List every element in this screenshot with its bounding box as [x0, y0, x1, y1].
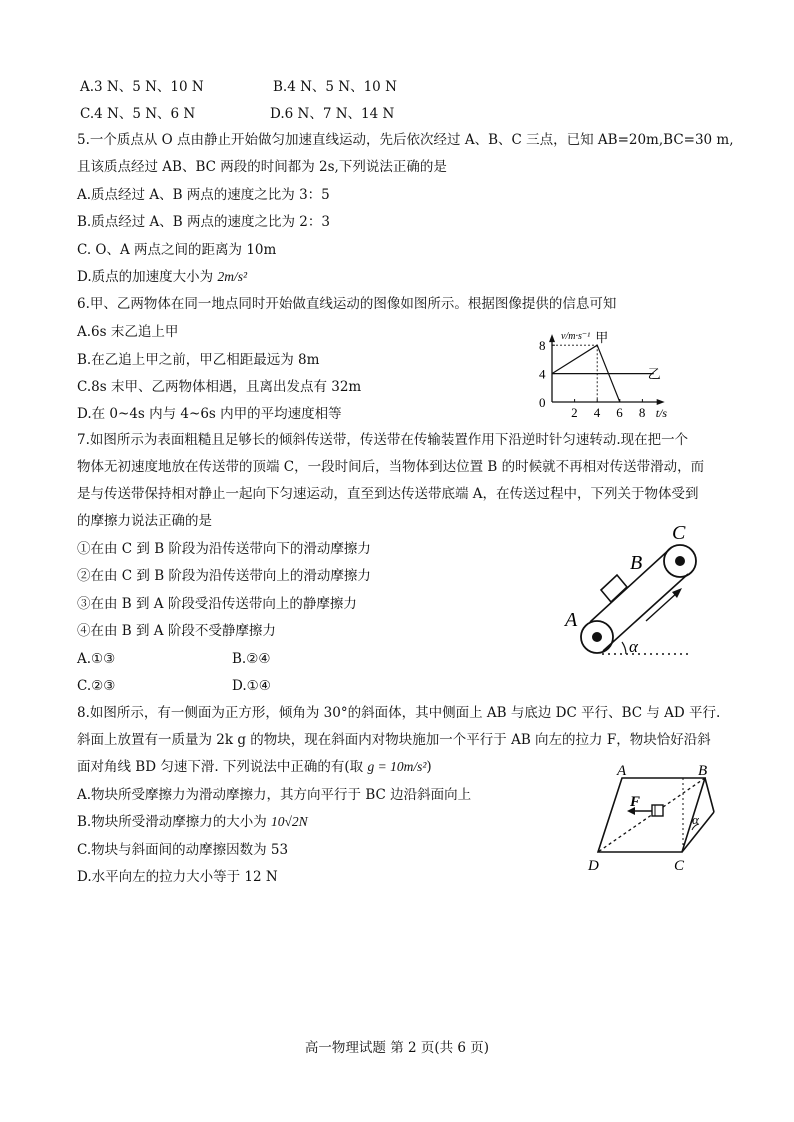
q8-stem-line3-end: )	[426, 759, 432, 775]
label-b: B	[630, 552, 643, 574]
label-alpha: α	[629, 637, 638, 656]
q6-option-d: D.在 0~4s 内与 4~6s 内甲的平均速度相等	[77, 406, 342, 422]
q5-option-c: C. O、A 两点之间的距离为 10m	[77, 242, 277, 258]
conveyor-belt-figure	[560, 518, 700, 666]
q5-option-a: A.质点经过 A、B 两点的速度之比为 3：5	[77, 187, 330, 203]
q8-option-b-value: 10√2N	[271, 814, 308, 829]
series-jia-label: 甲	[595, 330, 609, 346]
q8-option-b-text: B.物块所受滑动摩擦力的大小为	[77, 814, 272, 830]
q8-gravity-value: g = 10m/s²	[367, 759, 427, 774]
x-tick-label: 6	[616, 405, 623, 420]
q8-stem-line1: 8.如图所示，有一侧面为正方形，倾角为 30°的斜面体，其中侧面上 AB 与底边 DC 平行、BC 与 AD 平行.	[77, 705, 721, 721]
q4-option-a: A.3 N、5 N、10 N	[80, 79, 204, 95]
q7-stem-line1: 7.如图所示为表面粗糙且足够长的倾斜传送带，传送带在传输装置作用下沿逆时针匀速转动.现在把一个	[77, 432, 689, 448]
q5-option-d	[77, 267, 247, 287]
q6-stem: 6.甲、乙两物体在同一地点同时开始做直线运动的图像如图所示。根据图像提供的信息可知	[77, 296, 617, 312]
q8-option-c: C.物块与斜面间的动摩擦因数为 53	[77, 842, 289, 858]
q8-stem-line2: 斜面上放置有一质量为 2k g 的物块，现在斜面内对物块施加一个平行于 AB 向左的拉力 F，物块恰好沿斜	[77, 732, 711, 748]
vt-graph	[530, 312, 710, 420]
q7-option-d: D.①④	[232, 678, 271, 694]
q7-statement-2: ②在由 C 到 B 阶段为沿传送带向上的滑动摩擦力	[77, 568, 371, 584]
y-axis-arrow	[549, 334, 555, 342]
q7-statement-3: ③在由 B 到 A 阶段受沿传送带向上的静摩擦力	[77, 596, 357, 612]
label-c: C	[672, 522, 686, 544]
q5-option-d-value: 2m/s²	[217, 269, 247, 284]
label-a: A	[565, 609, 578, 631]
label-d: D	[588, 858, 599, 874]
q8-option-b	[77, 812, 308, 832]
q7-statement-1: ①在由 C 到 B 阶段为沿传送带向下的滑动摩擦力	[77, 541, 371, 557]
x-tick-label: 2	[571, 405, 578, 420]
q7-statement-4: ④在由 B 到 A 阶段不受静摩擦力	[77, 623, 276, 639]
q6-option-c: C.8s 末甲、乙两物体相遇，且离出发点有 32m	[77, 379, 362, 395]
q4-option-b: B.4 N、5 N、10 N	[273, 79, 397, 95]
series-yi-label: 乙	[647, 366, 661, 382]
x-tick-label: 4	[593, 405, 601, 420]
q5-stem-line2: 且该质点经过 AB、BC 两段的时间都为 2s,下列说法正确的是	[77, 159, 447, 175]
incline-figure	[582, 760, 732, 878]
x-axis-arrow	[657, 399, 665, 405]
q4-option-d: D.6 N、7 N、14 N	[270, 106, 395, 122]
label-f: F	[630, 794, 641, 810]
y-tick-label: 8	[539, 338, 546, 354]
label-a: A	[617, 763, 627, 779]
label-c: C	[674, 858, 685, 874]
q5-option-b: B.质点经过 A、B 两点的速度之比为 2：3	[77, 214, 330, 230]
label-alpha: α	[692, 812, 699, 827]
x-axis-label: t/s	[655, 406, 668, 420]
q7-option-c: C.②③	[77, 678, 116, 694]
q7-stem-line2: 物体无初速度地放在传送带的顶端 C，一段时间后，当物体到达位置 B 的时候就不再相对传送带滑动，而	[77, 459, 705, 475]
page-footer: 高一物理试题 第 2 页(共 6 页)	[304, 1040, 490, 1056]
y-tick-label: 4	[539, 366, 546, 382]
q7-stem-line3: 是与传送带保持相对静止一起向下匀速运动，直至到达传送带底端 A，在传送过程中，下列关于物体受到	[77, 486, 699, 502]
q8-option-d: D.水平向左的拉力大小等于 12 N	[77, 869, 278, 885]
q7-option-a: A.①③	[77, 651, 116, 667]
q6-option-b: B.在乙追上甲之前，甲乙相距最远为 8m	[77, 352, 320, 368]
q8-stem-line3-text: 面对角线 BD 匀速下滑. 下列说法中正确的有(取	[77, 759, 368, 775]
q8-stem-line3	[77, 757, 432, 777]
x-tick-label: 8	[638, 405, 646, 420]
y-tick-label: 0	[539, 395, 546, 410]
q6-option-a: A.6s 末乙追上甲	[77, 324, 179, 340]
label-b: B	[698, 763, 708, 779]
q5-stem-line1: 5.一个质点从 O 点由静止开始做匀加速直线运动，先后依次经过 A、B、C 三点，已知 AB=20m,BC=30 m,	[77, 132, 734, 148]
q7-option-b: B.②④	[232, 651, 271, 667]
q4-option-c: C.4 N、5 N、6 N	[80, 106, 196, 122]
q5-option-d-text: D.质点的加速度大小为	[77, 269, 218, 285]
q7-stem-line4: 的摩擦力说法正确的是	[77, 513, 212, 529]
y-axis-label: v/m·s⁻¹	[561, 331, 591, 343]
q8-option-a: A.物块所受摩擦力为滑动摩擦力，其方向平行于 BC 边沿斜面向上	[77, 787, 472, 803]
